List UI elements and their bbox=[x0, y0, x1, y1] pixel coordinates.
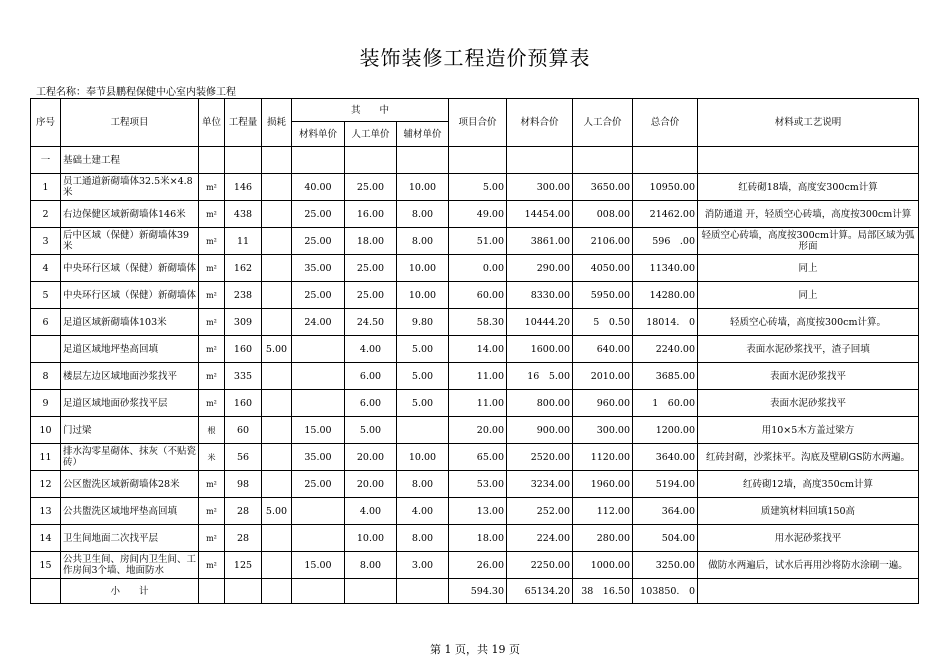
cell-item-total: 18.00 bbox=[449, 525, 507, 552]
cell-qty: 98 bbox=[225, 471, 262, 498]
cell-material-total: 2520.00 bbox=[507, 444, 573, 471]
header-row bbox=[31, 99, 919, 122]
cell-qty: 309 bbox=[225, 309, 262, 336]
cell-qty: 160 bbox=[225, 390, 262, 417]
cell-material-unit: 25.00 bbox=[292, 228, 345, 255]
cell-seq: 15 bbox=[31, 552, 61, 579]
cell-loss bbox=[262, 309, 292, 336]
cell-item-total: 11.00 bbox=[449, 363, 507, 390]
cell-aux-unit: 8.00 bbox=[397, 201, 449, 228]
cell-labor-total: 008.00 bbox=[573, 201, 633, 228]
cell-seq: 14 bbox=[31, 525, 61, 552]
cell-seq: 6 bbox=[31, 309, 61, 336]
cell-grand-total bbox=[633, 147, 698, 174]
cell-qty: 28 bbox=[225, 525, 262, 552]
cell-material-total: 252.00 bbox=[507, 498, 573, 525]
cell-labor-unit: 25.00 bbox=[345, 282, 397, 309]
header-notes: 材料或工艺说明 bbox=[698, 99, 919, 147]
cell-item-total: 49.00 bbox=[449, 201, 507, 228]
cell-item-total: 60.00 bbox=[449, 282, 507, 309]
subtotal-label: 小 计 bbox=[61, 579, 199, 604]
cell-grand-total: 11340.00 bbox=[633, 255, 698, 282]
cell-seq: 一 bbox=[31, 147, 61, 174]
cell-material-total: 1600.00 bbox=[507, 336, 573, 363]
cell-qty: 56 bbox=[225, 444, 262, 471]
cell-seq bbox=[31, 336, 61, 363]
cell-qty: 125 bbox=[225, 552, 262, 579]
cell-grand-total: 18014. 0 bbox=[633, 309, 698, 336]
cell-loss bbox=[262, 201, 292, 228]
cell-notes: 同上 bbox=[698, 282, 919, 309]
cell-labor-total: 1120.00 bbox=[573, 444, 633, 471]
cell-aux-unit: 8.00 bbox=[397, 471, 449, 498]
table-row bbox=[31, 471, 919, 498]
cell-notes: 表面水泥砂浆找平 bbox=[698, 390, 919, 417]
header-labor-unit: 人工单价 bbox=[345, 122, 397, 147]
cell-material-total: 2250.00 bbox=[507, 552, 573, 579]
header-aux-unit: 辅材单价 bbox=[397, 122, 449, 147]
cell-grand-total: 504.00 bbox=[633, 525, 698, 552]
cell-unit: m² bbox=[199, 552, 225, 579]
cell-notes: 轻质空心砖墙，高度按300cm计算。 bbox=[698, 309, 919, 336]
cell-loss bbox=[262, 174, 292, 201]
cell-material-total: 16 5.00 bbox=[507, 363, 573, 390]
cell-material-unit bbox=[292, 390, 345, 417]
cell-labor-unit: 18.00 bbox=[345, 228, 397, 255]
cell-notes: 用水泥砂浆找平 bbox=[698, 525, 919, 552]
cell-item: 门过梁 bbox=[61, 417, 199, 444]
cell-unit: 根 bbox=[199, 417, 225, 444]
table-row bbox=[31, 282, 919, 309]
cell-material-unit: 40.00 bbox=[292, 174, 345, 201]
cell-item: 公区盥洗区域新砌墙体28米 bbox=[61, 471, 199, 498]
cell-labor-total: 2106.00 bbox=[573, 228, 633, 255]
cell-material-total: 14454.00 bbox=[507, 201, 573, 228]
cell-item: 足道区域地坪垫高回填 bbox=[61, 336, 199, 363]
header-grand-total: 总合价 bbox=[633, 99, 698, 147]
header-seq: 序号 bbox=[31, 99, 61, 147]
cell-aux-unit: 8.00 bbox=[397, 228, 449, 255]
cell-seq bbox=[31, 579, 61, 604]
table-row bbox=[31, 525, 919, 552]
cell-item: 公共盥洗区域地坪垫高回填 bbox=[61, 498, 199, 525]
cell-notes: 轻质空心砖墙，高度按300cm计算。局部区域为弧形面 bbox=[698, 228, 919, 255]
cell-unit: m² bbox=[199, 525, 225, 552]
cell-notes: 表面水泥砂浆找平 bbox=[698, 363, 919, 390]
cell-qty: 238 bbox=[225, 282, 262, 309]
cell-loss bbox=[262, 228, 292, 255]
cell-qty: 146 bbox=[225, 174, 262, 201]
cell-labor-unit: 10.00 bbox=[345, 525, 397, 552]
cell-loss bbox=[262, 363, 292, 390]
cell-item-total: 53.00 bbox=[449, 471, 507, 498]
cell-material-unit: 35.00 bbox=[292, 255, 345, 282]
cell-unit: m² bbox=[199, 363, 225, 390]
cell-material-unit bbox=[292, 525, 345, 552]
cell-aux-unit: 10.00 bbox=[397, 444, 449, 471]
cell-notes bbox=[698, 147, 919, 174]
header-loss: 损耗 bbox=[262, 99, 292, 147]
cell-item: 员工通道新砌墙体32.5米×4.8米 bbox=[61, 174, 199, 201]
cell-unit bbox=[199, 147, 225, 174]
cell-labor-unit: 4.00 bbox=[345, 498, 397, 525]
header-item: 工程项目 bbox=[61, 99, 199, 147]
cell-labor-total: 112.00 bbox=[573, 498, 633, 525]
cell-item: 足道区域新砌墙体103米 bbox=[61, 309, 199, 336]
table-row bbox=[31, 309, 919, 336]
header-among: 其 中 bbox=[292, 99, 449, 122]
cell-item: 中央环行区域（保健）新砌墙体 bbox=[61, 282, 199, 309]
cell-qty: 60 bbox=[225, 417, 262, 444]
cell-grand-total: 596 .00 bbox=[633, 228, 698, 255]
cell-notes: 表面水泥砂浆找平，渣子回填 bbox=[698, 336, 919, 363]
cell-seq: 12 bbox=[31, 471, 61, 498]
cell-item: 后中区域（保健）新砌墙体39米 bbox=[61, 228, 199, 255]
cell-item: 中央环行区域（保健）新砌墙体 bbox=[61, 255, 199, 282]
cell-grand-total: 14280.00 bbox=[633, 282, 698, 309]
cell-qty: 335 bbox=[225, 363, 262, 390]
table-row bbox=[31, 228, 919, 255]
cell-unit: m² bbox=[199, 282, 225, 309]
cell-qty: 438 bbox=[225, 201, 262, 228]
cell-item: 基础土建工程 bbox=[61, 147, 199, 174]
cell-item-total: 20.00 bbox=[449, 417, 507, 444]
header-item-total: 项目合价 bbox=[449, 99, 507, 147]
cell-labor-total: 5950.00 bbox=[573, 282, 633, 309]
cell-material-total: 3234.00 bbox=[507, 471, 573, 498]
cell-item: 楼层左边区域地面沙浆找平 bbox=[61, 363, 199, 390]
subtotal-labor-total: 38 16.50 bbox=[573, 579, 633, 604]
cell-material-unit: 24.00 bbox=[292, 309, 345, 336]
cell-labor-unit: 16.00 bbox=[345, 201, 397, 228]
cell-material-total: 224.00 bbox=[507, 525, 573, 552]
cell-aux-unit: 5.00 bbox=[397, 336, 449, 363]
page-title: 装饰装修工程造价预算表 bbox=[359, 46, 591, 70]
cell-material-unit: 25.00 bbox=[292, 201, 345, 228]
cell-labor-unit: 6.00 bbox=[345, 363, 397, 390]
cell-loss bbox=[262, 417, 292, 444]
cell-material-unit bbox=[292, 336, 345, 363]
cell-aux-unit bbox=[397, 147, 449, 174]
cell-seq: 8 bbox=[31, 363, 61, 390]
cell-labor-total bbox=[573, 147, 633, 174]
cell-labor-total: 960.00 bbox=[573, 390, 633, 417]
cell-loss bbox=[262, 390, 292, 417]
cell-labor-unit: 5.00 bbox=[345, 417, 397, 444]
cell-seq: 3 bbox=[31, 228, 61, 255]
cell-material-total: 8330.00 bbox=[507, 282, 573, 309]
cell-seq: 2 bbox=[31, 201, 61, 228]
cell-seq: 13 bbox=[31, 498, 61, 525]
table-row bbox=[31, 336, 919, 363]
cell-material-total: 900.00 bbox=[507, 417, 573, 444]
cell-labor-total: 3650.00 bbox=[573, 174, 633, 201]
cell-aux-unit: 4.00 bbox=[397, 498, 449, 525]
cell-unit bbox=[199, 579, 225, 604]
cell-labor-unit: 25.00 bbox=[345, 255, 397, 282]
subtotal-material-total: 65134.20 bbox=[507, 579, 573, 604]
cell-material-unit: 25.00 bbox=[292, 471, 345, 498]
budget-table bbox=[30, 98, 919, 604]
cell-loss bbox=[262, 282, 292, 309]
cell-labor-total: 1960.00 bbox=[573, 471, 633, 498]
cell-labor-total: 1000.00 bbox=[573, 552, 633, 579]
cell-notes: 做防水两遍后，试水后再用沙将防水涂刷一遍。 bbox=[698, 552, 919, 579]
cell-unit: m² bbox=[199, 255, 225, 282]
cell-qty: 11 bbox=[225, 228, 262, 255]
cell-loss bbox=[262, 579, 292, 604]
cell-item-total: 58.30 bbox=[449, 309, 507, 336]
cell-loss bbox=[262, 471, 292, 498]
table-row bbox=[31, 417, 919, 444]
cell-grand-total: 1 60.00 bbox=[633, 390, 698, 417]
cell-qty bbox=[225, 147, 262, 174]
cell-labor-unit: 8.00 bbox=[345, 552, 397, 579]
cell-seq: 5 bbox=[31, 282, 61, 309]
cell-labor-total: 300.00 bbox=[573, 417, 633, 444]
cell-labor-unit: 24.50 bbox=[345, 309, 397, 336]
cell-qty: 28 bbox=[225, 498, 262, 525]
cell-unit: m² bbox=[199, 309, 225, 336]
cell-unit: m² bbox=[199, 336, 225, 363]
cell-grand-total: 5194.00 bbox=[633, 471, 698, 498]
cell-item-total bbox=[449, 147, 507, 174]
cell-item-total: 11.00 bbox=[449, 390, 507, 417]
subtotal-row bbox=[31, 579, 919, 604]
cell-aux-unit: 5.00 bbox=[397, 363, 449, 390]
cell-labor-total: 280.00 bbox=[573, 525, 633, 552]
header-qty: 工程量 bbox=[225, 99, 262, 147]
cell-labor-unit: 20.00 bbox=[345, 444, 397, 471]
cell-material-total: 300.00 bbox=[507, 174, 573, 201]
cell-aux-unit: 9.80 bbox=[397, 309, 449, 336]
cell-grand-total: 3250.00 bbox=[633, 552, 698, 579]
cell-aux-unit: 8.00 bbox=[397, 525, 449, 552]
cell-loss bbox=[262, 444, 292, 471]
cell-seq: 1 bbox=[31, 174, 61, 201]
cell-loss bbox=[262, 552, 292, 579]
cell-notes: 红砖封砌，沙浆抹平。沟底及壁刷GS防水两遍。 bbox=[698, 444, 919, 471]
cell-qty bbox=[225, 579, 262, 604]
cell-loss bbox=[262, 525, 292, 552]
cell-item-total: 65.00 bbox=[449, 444, 507, 471]
cell-labor-unit: 20.00 bbox=[345, 471, 397, 498]
cell-seq: 9 bbox=[31, 390, 61, 417]
cell-item: 卫生间地面二次找平层 bbox=[61, 525, 199, 552]
cell-unit: m² bbox=[199, 498, 225, 525]
cell-aux-unit: 10.00 bbox=[397, 174, 449, 201]
cell-labor-total: 4050.00 bbox=[573, 255, 633, 282]
table-row bbox=[31, 552, 919, 579]
cell-labor-unit bbox=[345, 579, 397, 604]
cell-aux-unit: 10.00 bbox=[397, 282, 449, 309]
cell-item: 右边保健区域新砌墙体146米 bbox=[61, 201, 199, 228]
cell-grand-total: 3685.00 bbox=[633, 363, 698, 390]
cell-notes: 消防通道 开，轻质空心砖墙，高度按300cm计算 bbox=[698, 201, 919, 228]
cell-item-total: 51.00 bbox=[449, 228, 507, 255]
cell-material-total bbox=[507, 147, 573, 174]
cell-notes: 用10×5木方盖过梁方 bbox=[698, 417, 919, 444]
cell-notes: 红砖砌12墙，高度350cm计算 bbox=[698, 471, 919, 498]
cell-unit: 米 bbox=[199, 444, 225, 471]
cell-labor-total: 640.00 bbox=[573, 336, 633, 363]
cell-grand-total: 364.00 bbox=[633, 498, 698, 525]
cell-material-unit bbox=[292, 498, 345, 525]
cell-material-unit: 25.00 bbox=[292, 282, 345, 309]
subtotal-item-total: 594.30 bbox=[449, 579, 507, 604]
cell-qty: 162 bbox=[225, 255, 262, 282]
cell-loss: 5.00 bbox=[262, 336, 292, 363]
cell-seq: 4 bbox=[31, 255, 61, 282]
header-labor-total: 人工合价 bbox=[573, 99, 633, 147]
table-row bbox=[31, 363, 919, 390]
cell-unit: m² bbox=[199, 471, 225, 498]
cell-labor-unit: 4.00 bbox=[345, 336, 397, 363]
table-row bbox=[31, 174, 919, 201]
cell-aux-unit: 3.00 bbox=[397, 552, 449, 579]
cell-labor-total: 5 0.50 bbox=[573, 309, 633, 336]
cell-material-total: 290.00 bbox=[507, 255, 573, 282]
cell-labor-unit bbox=[345, 147, 397, 174]
table-row bbox=[31, 444, 919, 471]
table-row bbox=[31, 255, 919, 282]
cell-material-unit: 35.00 bbox=[292, 444, 345, 471]
cell-material-unit bbox=[292, 363, 345, 390]
header-material-total: 材料合价 bbox=[507, 99, 573, 147]
cell-unit: m² bbox=[199, 201, 225, 228]
cell-item-total: 5.00 bbox=[449, 174, 507, 201]
cell-loss bbox=[262, 255, 292, 282]
cell-aux-unit: 10.00 bbox=[397, 255, 449, 282]
table-row bbox=[31, 201, 919, 228]
cell-item: 足道区域地面砂浆找平层 bbox=[61, 390, 199, 417]
project-name: 工程名称：奉节县鹏程保健中心室内装修工程 bbox=[36, 87, 236, 98]
cell-grand-total: 1200.00 bbox=[633, 417, 698, 444]
cell-material-unit: 15.00 bbox=[292, 552, 345, 579]
cell-material-unit bbox=[292, 579, 345, 604]
cell-labor-unit: 6.00 bbox=[345, 390, 397, 417]
cell-seq: 11 bbox=[31, 444, 61, 471]
header-unit: 单位 bbox=[199, 99, 225, 147]
cell-labor-total: 2010.00 bbox=[573, 363, 633, 390]
cell-unit: m² bbox=[199, 174, 225, 201]
cell-unit: m² bbox=[199, 390, 225, 417]
cell-notes: 同上 bbox=[698, 255, 919, 282]
cell-qty: 160 bbox=[225, 336, 262, 363]
cell-item-total: 26.00 bbox=[449, 552, 507, 579]
subtotal-grand-total: 103850. 0 bbox=[633, 579, 698, 604]
cell-notes bbox=[698, 579, 919, 604]
cell-item-total: 14.00 bbox=[449, 336, 507, 363]
cell-item-total: 0.00 bbox=[449, 255, 507, 282]
cell-seq: 10 bbox=[31, 417, 61, 444]
header-material-unit: 材料单价 bbox=[292, 122, 345, 147]
cell-aux-unit bbox=[397, 579, 449, 604]
cell-item: 公共卫生间、房间内卫生间、工作房间3个墙、地面防水 bbox=[61, 552, 199, 579]
cell-aux-unit: 5.00 bbox=[397, 390, 449, 417]
cell-loss bbox=[262, 147, 292, 174]
table-row bbox=[31, 147, 919, 174]
cell-aux-unit bbox=[397, 417, 449, 444]
cell-unit: m² bbox=[199, 228, 225, 255]
cell-material-total: 10444.20 bbox=[507, 309, 573, 336]
cell-item: 排水沟零星砌体、抹灰（不贴瓷砖） bbox=[61, 444, 199, 471]
cell-material-unit: 15.00 bbox=[292, 417, 345, 444]
cell-material-total: 800.00 bbox=[507, 390, 573, 417]
cell-item-total: 13.00 bbox=[449, 498, 507, 525]
cell-grand-total: 21462.00 bbox=[633, 201, 698, 228]
cell-loss: 5.00 bbox=[262, 498, 292, 525]
table-row bbox=[31, 390, 919, 417]
cell-notes: 红砖砌18墙，高度安300cm计算 bbox=[698, 174, 919, 201]
cell-notes: 质建筑材料回填150高 bbox=[698, 498, 919, 525]
cell-grand-total: 2240.00 bbox=[633, 336, 698, 363]
cell-grand-total: 10950.00 bbox=[633, 174, 698, 201]
page-footer: 第 1 页，共 19 页 bbox=[430, 643, 520, 656]
cell-grand-total: 3640.00 bbox=[633, 444, 698, 471]
cell-material-unit bbox=[292, 147, 345, 174]
table-row bbox=[31, 498, 919, 525]
cell-labor-unit: 25.00 bbox=[345, 174, 397, 201]
cell-material-total: 3861.00 bbox=[507, 228, 573, 255]
